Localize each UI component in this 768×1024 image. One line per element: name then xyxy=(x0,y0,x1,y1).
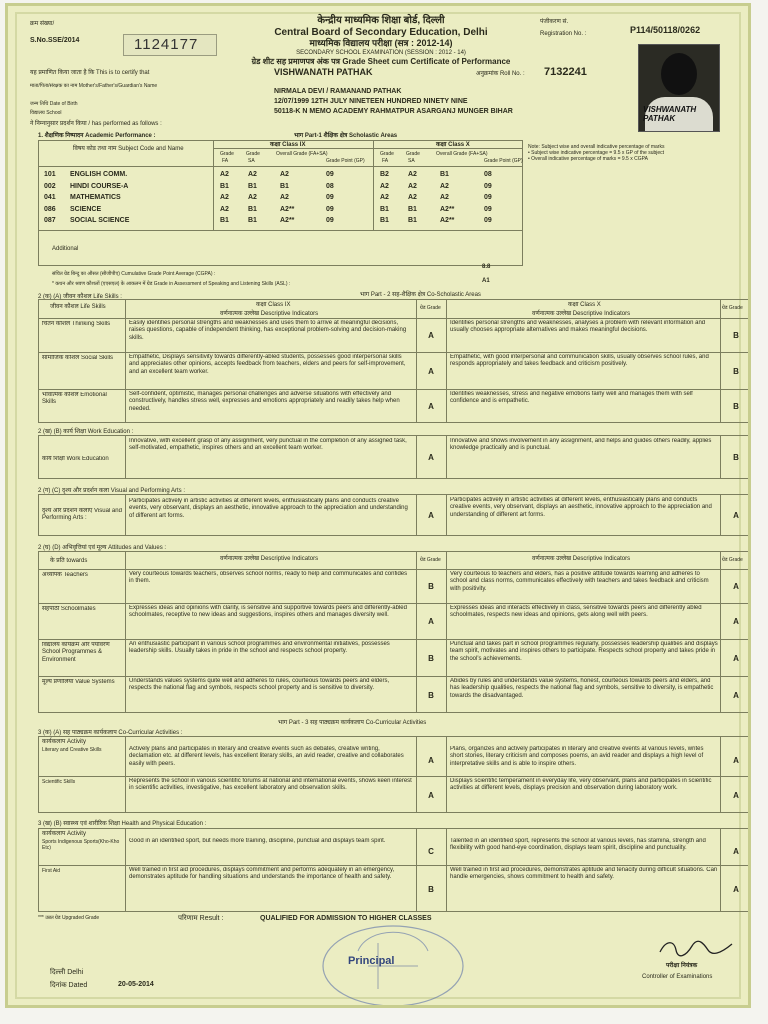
controller-label-hindi: परीक्षा नियंत्रक xyxy=(666,963,698,969)
school-label: विद्यालय School xyxy=(30,110,62,116)
attitudes-col: के प्रति towards xyxy=(50,558,88,564)
subject-grade-g10sa: A2 xyxy=(408,171,417,178)
life-rows-label: सामाजिक कौशल Social Skills xyxy=(42,355,114,361)
subject-grade-g10fa: B2 xyxy=(380,171,389,178)
academic-performance-title: 1. शैक्षणिक निष्पादन Academic Performance : xyxy=(38,133,156,139)
subject-grade-g10o: A2 xyxy=(440,182,449,190)
life-rows-grade9: A xyxy=(428,366,434,376)
part3-label: भाग Part - 3 सह पाठ्यक्रम कार्यकलाप Co-Curricular Activities xyxy=(278,720,427,726)
asl-label: * कथन और श्रवण कौशलों (एएसएल) के आकलन में ग्रेड Grade in Assessment of Speaking and Listening Skills (ASL) : xyxy=(52,281,291,287)
parents-name: NIRMALA DEVI / RAMANAND PATHAK xyxy=(274,88,402,95)
subject-grade-gp10: 09 xyxy=(484,194,492,201)
subject-grade-g9sa: B1 xyxy=(248,217,257,224)
note-line: Note: Subject wise and overall indicative percentage of marks xyxy=(528,144,665,150)
health-rows-grade10: A xyxy=(733,846,739,856)
life-rows-desc10: Identifies personal strengths and weaknesses, analyses a problem with relevant information and usually chooses appropriate alternatives and makes meaningful decisions. xyxy=(450,320,706,334)
parents-label: माता/पिता/संरक्षक का नाम Mother's/Father's/Guardian's Name xyxy=(30,83,158,89)
subject-grade-gp10: 09 xyxy=(484,205,492,213)
life-rows-grade9: A xyxy=(428,402,434,411)
subject-grade-g10o: A2** xyxy=(440,205,455,213)
cca-rows-grade9: A xyxy=(428,756,434,765)
att-rows-desc10: Punctual and takes part in school programmes regularly, possesses leadership qualities and displays team spirit, motivates and inspires others to participate. Respects school property and takes pride in the school's achievements. xyxy=(450,641,718,662)
result-value: QUALIFIED FOR ADMISSION TO HIGHER CLASSES xyxy=(260,915,432,922)
att-rows-grade9: B xyxy=(428,653,434,663)
subject-grade-g9fa: A2 xyxy=(220,171,229,178)
asl-value: A1 xyxy=(482,278,490,284)
photo-head xyxy=(661,53,697,95)
subject-grade-g9fa: B1 xyxy=(220,182,229,190)
grade-notes xyxy=(528,144,728,262)
att-grade10: ग्रेड Grade xyxy=(722,557,743,563)
life-rows-desc10: Empathetic, with good interpersonal and communication skills, usually observes school rules, and responds appropriately and takes feedback and criticism positively. xyxy=(450,354,709,368)
health-rows-label: First Aid xyxy=(42,868,61,874)
col-fa9: FA xyxy=(222,158,229,164)
att-rows-desc9: An enthusiastic participant in various school programmes and environmental initiatives, possesses leadership skills. Usually takes in pride in the school and respects school property. xyxy=(129,641,390,655)
subject-header: विषय कोड तथा नाम Subject Code and Name xyxy=(73,146,184,152)
cca-title: 3 (क) (A) सह पाठ्यक्रम कार्यकलाप Co-Curricular Activities : xyxy=(38,730,183,736)
exam-hindi: माध्यमिक विद्यालय परीक्षा (सत्र : 2012-14) xyxy=(309,38,453,48)
dob-label: जन्म तिथि Date of Birth xyxy=(30,101,78,107)
subject-code: 101 xyxy=(44,171,56,178)
att-desc9: वर्णनात्मक उल्लेख Descriptive Indicators xyxy=(220,556,319,562)
arts-desc10: Participates actively in artistic activities at different levels, enthusiastically plans and conducts creative events, very observant, displays an aesthetic, innovative approach to the appreciation and understanding of different art forms. xyxy=(450,497,712,518)
cca-rows-desc10: Displays scientific temperament in everyday life, very observant, plans and participates in scientific activities at different levels, displays precision and observation during laboratory work. xyxy=(450,778,712,792)
health-rows-grade9: B xyxy=(428,884,434,894)
subject-grade-g10o: A2 xyxy=(440,194,449,201)
col-gp10: Grade Point (GP) xyxy=(484,158,523,164)
subject-name: SOCIAL SCIENCE xyxy=(70,217,130,224)
att-rows-desc10: Abides by rules and understands value systems, honest, courteous towards peers and elders, and has leadership qualities, respects the national flag and symbols, sensitive to diversity, is empathetic towards the disadvantaged. xyxy=(450,678,714,699)
note-line: • Subject wise indicative percentage = 9.5 x GP of the subject xyxy=(528,150,665,157)
cgpa-label: संचित ग्रेड बिन्दु का औसत (सीजीपीए) Cumulative Grade Point Average (CGPA) : xyxy=(52,271,216,277)
cca-rows-desc9: Represents the school in various scientific forums at national and international events, shows keen interest in scientific activities, investigative, has excellent laboratory and observation skills. xyxy=(129,778,412,792)
col-overall9: Overall Grade (FA+SA) xyxy=(276,151,328,157)
subject-grade-g9o: A2** xyxy=(280,217,295,224)
cca-rows-grade9: A xyxy=(428,790,434,800)
student-name: VISHWANATH PATHAK xyxy=(274,67,373,77)
health-rows-grade10: A xyxy=(733,884,739,894)
performed-label: ने निम्नानुसार प्रदर्शन किया / has performed as follows : xyxy=(30,121,162,127)
subject-grade-g10sa: A2 xyxy=(408,194,417,201)
col-grade-sa10: Grade xyxy=(406,151,420,157)
life-skills-col: जीवन कौशल Life Skills xyxy=(50,304,106,310)
subject-grade-gp9: 09 xyxy=(326,171,334,178)
board-name: Central Board of Secondary Education, Delhi xyxy=(274,27,488,38)
subject-grade-g10sa: B1 xyxy=(408,217,417,224)
col-grade-fa10: Grade xyxy=(380,151,394,157)
att-desc10: वर्णनात्मक उल्लेख Descriptive Indicators xyxy=(532,556,631,562)
subject-grade-g10sa: A2 xyxy=(408,182,417,190)
subject-name: SCIENCE xyxy=(70,205,102,213)
result-label: परिणाम Result : xyxy=(178,915,224,922)
controller-label: Controller of Examinations xyxy=(642,974,713,980)
work-education-label: कार्य शिक्षा Work Education xyxy=(42,456,109,462)
subject-name: MATHEMATICS xyxy=(70,194,121,201)
subject-grade-g9sa: B1 xyxy=(248,182,257,190)
health-rows-grade9: C xyxy=(428,846,434,856)
subject-grade-gp10: 09 xyxy=(484,182,492,190)
part1-label: भाग Part-1 शैक्षिक क्षेत्र Scholastic Areas xyxy=(294,133,398,139)
health-rows-desc10: Well trained in first aid procedures, demonstrates aptitude and tenacity during difficult situations. Can handle emergencies, shows commitment to health and safety. xyxy=(450,867,718,881)
att-rows-desc9: Understands values systems quite well and adheres to rules, courteous towards peers and elders, respects the national flag and symbols, respects school property and is sensitive to diversity. xyxy=(129,678,390,692)
att-rows-grade10: A xyxy=(733,617,739,626)
subject-grade-g10sa: B1 xyxy=(408,205,417,213)
health-activity-col: कार्यकलाप Activity xyxy=(42,831,86,837)
additional-label: Additional xyxy=(52,246,79,252)
life-desc10: वर्णनात्मक उल्लेख Descriptive Indicators xyxy=(532,311,631,317)
att-rows-grade10: A xyxy=(733,690,739,700)
cca-activity-col: कार्यकलाप Activity xyxy=(42,739,86,745)
att-rows-grade10: A xyxy=(733,582,739,591)
life-rows-grade10: B xyxy=(733,402,739,411)
serial-label: S.No.SSE/2014 xyxy=(30,37,80,44)
life-skills-title: 2 (क) (A) जीवन कौशल Life Skills : xyxy=(38,294,122,300)
subject-grade-g9fa: A2 xyxy=(220,205,229,213)
issue-date: 20-05-2014 xyxy=(118,981,154,988)
cca-rows-desc9: Actively plans and participates in literary and creative events such as debates, creative writing, declamation etc. at different levels, has excellent literary skills, an avid reader, creative and collaborates easily with peers. xyxy=(129,746,404,767)
cgpa-value: 8.8 xyxy=(482,264,491,270)
life-rows-grade9: A xyxy=(428,331,434,340)
subject-grade-g9o: B1 xyxy=(280,182,289,190)
subject-grade-gp9: 09 xyxy=(326,217,334,224)
principal-label: Principal xyxy=(348,955,395,967)
life-rows-desc9: Self-confident, optimistic, manages personal challenges and adverse situations with effectively and constructively, handles stress well, expresses and emotions appropriately and readily takes help when needed. xyxy=(129,391,400,412)
subject-grade-gp10: 08 xyxy=(484,171,492,178)
cca-rows-desc10: Plans, organizes and actively participates in literary and creative events at various levels, writes short stories, literary criticism and composes poems, an avid reader and displays a high level of interpretative skills and is able to inspire others. xyxy=(450,746,704,767)
class9-header: कक्षा Class IX xyxy=(270,142,306,148)
grade-sheet xyxy=(5,3,751,1008)
cca-rows-grade10: A xyxy=(733,790,739,800)
work-grade9: A xyxy=(428,453,434,462)
place-label: दिल्ली Delhi xyxy=(50,969,84,976)
att-rows-desc9: Expresses ideas and opinions with clarity, is sensitive and supportive towards peers and differently-abled schoolmates, receptive to new ideas and suggestions, inspires others and manages diversity well. xyxy=(129,605,407,619)
life-rows-label: चिंतन कौशल Thinking Skills xyxy=(42,321,111,327)
life-rows-desc9: Empathetic, Displays sensitivity towards differently-abled students, possesses good interpersonal skills and appreciates other opinions, accepts feedback from teachers, elders and peers for self-improvement, and an excellent team worker. xyxy=(129,354,406,375)
att-rows-desc10: Expresses ideas and interacts effectively in class, sensitive towards peers and differently abled schoolmates, respects new ideas and opinions, gets along well with peers. xyxy=(450,605,702,619)
cca-rows-label: Scientific Skills xyxy=(42,779,76,785)
life-grade10: ग्रेड Grade xyxy=(722,305,743,311)
class10-header: कक्षा Class X xyxy=(436,142,470,148)
att-rows-label: मूल्य प्रणालियां Value Systems xyxy=(42,679,115,685)
col-fa10: FA xyxy=(382,158,389,164)
att-rows-label: विद्यालय कार्यक्रम और पर्यावरण School Programmes & Environment xyxy=(42,642,110,663)
school-name: 50118-K N MEMO ACADEMY RAHMATPUR ASARGANJ MUNGER BIHAR xyxy=(274,108,513,115)
subject-code: 002 xyxy=(44,182,56,190)
note-line: • Overall indicative percentage of marks = 9.5 x CGPA xyxy=(528,156,648,163)
registration-label-hindi: पंजीकरण सं. xyxy=(540,19,569,25)
subject-grade-g9sa: A2 xyxy=(248,194,257,201)
arts-grade10: A xyxy=(733,511,739,520)
subject-code: 041 xyxy=(44,194,56,201)
subject-grade-g9o: A2 xyxy=(280,194,289,201)
att-rows-grade9: A xyxy=(428,617,434,626)
life-class10: कक्षा Class X xyxy=(568,302,601,308)
arts-desc9: Participates actively in artistic activities at different levels, enthusiastically plans and conducts creative events, very observant, displays an aesthetic, innovative approach to the appreciation and understanding of different art forms. xyxy=(129,498,408,519)
att-rows-grade10: A xyxy=(733,653,739,663)
subject-code: 087 xyxy=(44,217,56,224)
health-rows-desc9: Good in an identified sport, but needs more training, discipline, punctual and displays team spirit. xyxy=(129,838,386,844)
subject-grade-gp9: 09 xyxy=(326,205,334,213)
health-rows-label: Sports Indigenous Sports(Kho-Kho Etc) xyxy=(42,839,120,852)
subject-grade-g10fa: B1 xyxy=(380,217,389,224)
cca-rows-grade10: A xyxy=(733,756,739,765)
subject-grade-gp9: 09 xyxy=(326,194,334,201)
cca-rows-label: Literary and Creative Skills xyxy=(42,747,102,753)
serial-label-hindi: क्रम संख्या/ xyxy=(30,21,55,27)
date-label: दिनांक Dated xyxy=(50,982,88,989)
life-rows-grade10: B xyxy=(733,366,739,376)
life-rows-label: भावात्मक कौशल Emotional Skills xyxy=(42,392,107,406)
att-grade9: ग्रेड Grade xyxy=(420,557,441,563)
certify-label: यह प्रमाणित किया जाता है कि This is to certify that xyxy=(30,70,150,76)
subject-grade-g9fa: B1 xyxy=(220,217,229,224)
registration-label: Registration No. : xyxy=(540,31,587,37)
life-rows-desc9: Easily identifies personal strengths and weaknesses and uses them to arrive at meaningful decisions, raises questions, capable of independent thinking, has exceptional problem-solving and decision-making skills. xyxy=(129,320,407,341)
subject-grade-g10o: B1 xyxy=(440,171,449,178)
subject-grade-g9o: A2 xyxy=(280,171,289,178)
life-rows-desc10: Identifies weaknesses, stress and negative emotions fairly well and manages them with self confidence and is empathetic. xyxy=(450,391,693,405)
subject-grade-g9sa: B1 xyxy=(248,205,257,213)
health-rows-desc10: Talented in an identified sport, represents the school at various levels, has stamina, strength and flexibility with good hand-eye coordination, displays team spirit, discipline and punctuality. xyxy=(450,838,706,852)
arts-title: 2 (ग) (C) दृश्य और प्रदर्शन कला Visual and Performing Arts : xyxy=(38,488,186,494)
health-title: 3 (ख) (B) स्वास्थ्य एवं शारीरिक शिक्षा Health and Physical Education : xyxy=(38,821,207,827)
roll-number: 7132241 xyxy=(544,66,587,78)
upgraded-grade-note: *** उन्नत ग्रेड Upgraded Grade xyxy=(38,915,100,921)
life-rows-grade10: B xyxy=(733,331,739,340)
roll-label: अनुक्रमांक Roll No. : xyxy=(476,71,525,77)
col-sa10: SA xyxy=(408,158,415,164)
subject-grade-g9sa: A2 xyxy=(248,171,257,178)
life-desc9: वर्णनात्मक उल्लेख Descriptive Indicators xyxy=(220,311,319,317)
col-grade-sa9: Grade xyxy=(246,151,260,157)
subject-grade-gp9: 08 xyxy=(326,182,334,190)
col-grade-fa9: Grade xyxy=(220,151,234,157)
att-rows-grade9: B xyxy=(428,690,434,700)
arts-grade9: A xyxy=(428,511,434,520)
att-rows-desc10: Very courteous to teachers and elders, has a positive attitude towards learning and adheres to school and class norms, communicates effectively with teachers and takes feedback and criticism with positivity. xyxy=(450,571,709,592)
col-sa9: SA xyxy=(248,158,255,164)
col-gp9: Grade Point (GP) xyxy=(326,158,365,164)
subject-name: HINDI COURSE-A xyxy=(70,182,129,190)
subject-grade-g9fa: A2 xyxy=(220,194,229,201)
part2-label: भाग Part - 2 सह-शैक्षिक क्षेत्र Co-Scholastic Areas xyxy=(360,292,481,298)
subject-grade-g10fa: A2 xyxy=(380,182,389,190)
col-overall10: Overall Grade (FA+SA) xyxy=(436,151,488,157)
registration-number: P114/50118/0262 xyxy=(630,25,701,35)
subject-code: 086 xyxy=(44,205,56,213)
scholastic-table xyxy=(38,140,523,266)
arts-label: दृश्य और प्रदर्शन कलाएं Visual and Performing Arts : xyxy=(42,508,122,522)
work-desc9: Innovative, with excellent grasp of any assignment, very punctual in the completion of any assigned task, self-motivated, empathetic, inspires others and an excellent team worker. xyxy=(129,438,407,452)
date-of-birth: 12/07/1999 12TH JULY NINETEEN HUNDRED NINETY NINE xyxy=(274,98,468,105)
health-rows-desc9: Well trained in first aid procedures, displays commitment and performs adequately in an emergency, demonstrates aptitude for handling situations and understands the importance of health and safety. xyxy=(129,867,395,881)
att-rows-label: सहपाठी Schoolmates xyxy=(42,606,96,612)
att-rows-desc9: Very courteous towards teachers, observes school norms, ready to help and communicates and confides in them. xyxy=(129,571,408,585)
work-grade10: B xyxy=(733,453,739,462)
att-rows-grade9: B xyxy=(428,582,434,591)
subject-grade-g10o: A2** xyxy=(440,217,455,224)
exam-name: SECONDARY SCHOOL EXAMINATION (SESSION : 2012 - 14) xyxy=(296,50,466,56)
subject-grade-g10fa: A2 xyxy=(380,194,389,201)
life-grade9: ग्रेड Grade xyxy=(420,305,441,311)
attitudes-title: 2 (घ) (D) अभिवृत्तियां एवं मूल्य Attitudes and Values : xyxy=(38,545,167,551)
sheet-title: ग्रेड शीट सह प्रमाणपत्र अंक पत्र Grade Sheet cum Certificate of Performance xyxy=(251,57,511,66)
subject-grade-g10fa: B1 xyxy=(380,205,389,213)
subject-grade-g9o: A2** xyxy=(280,205,295,213)
student-photo xyxy=(638,44,720,132)
serial-number: 1124177 xyxy=(134,36,199,53)
work-education-title: 2 (ख) (B) कार्य शिक्षा Work Education : xyxy=(38,429,134,435)
work-desc10: Innovative and shows involvement in any assignment, and helps and guides others readily, applies knowledge practically and is punctual. xyxy=(450,438,712,452)
photo-signature: VISHWANATH PATHAK xyxy=(643,105,697,123)
att-rows-label: अध्यापक Teachers xyxy=(42,572,88,578)
controller-signature xyxy=(656,938,736,958)
subject-name: ENGLISH COMM. xyxy=(70,171,128,178)
subject-grade-gp10: 09 xyxy=(484,217,492,224)
life-class9: कक्षा Class IX xyxy=(256,302,291,308)
board-name-hindi: केन्द्रीय माध्यमिक शिक्षा बोर्ड, दिल्ली xyxy=(317,15,445,26)
